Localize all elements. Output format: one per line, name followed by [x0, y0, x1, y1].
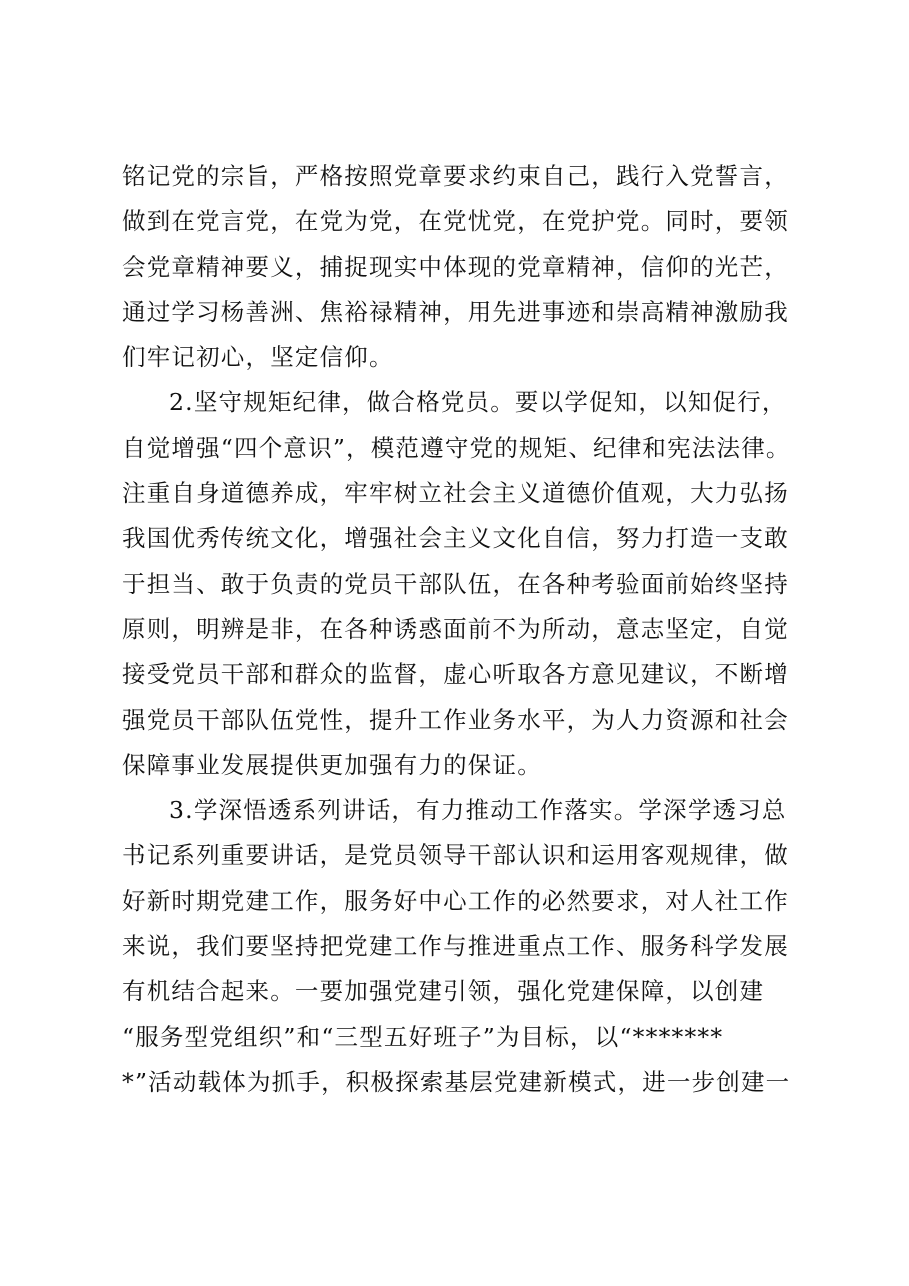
text-line: 们牢记初心，坚定信仰。 [122, 343, 394, 372]
text-line: 接受党员干部和群众的监督，虚心听取各方意见建议，不断增 [122, 660, 789, 689]
text-line: 注重自身道德养成，牢牢树立社会主义道德价值观，大力弘扬 [122, 479, 789, 508]
text-line: 有机结合起来。一要加强党建引领，强化党建保障，以创建 [122, 977, 765, 1006]
text-line: 铭记党的宗旨，严格按照党章要求约束自己，践行入党誓言， [122, 162, 789, 190]
text-line: 来说，我们要坚持把党建工作与推进重点工作、服务科学发展 [122, 932, 789, 961]
text-line: 做到在党言党，在党为党，在党忧党，在党护党。同时，要领 [122, 207, 789, 236]
text-line: “服务型党组织”和“三型五好班子”为目标，以“******* [122, 1022, 724, 1051]
text-line: 自觉增强“四个意识”，模范遵守党的规矩、纪律和宪法法律。 [122, 433, 791, 462]
text-line: 保障事业发展提供更加强有力的保证。 [122, 750, 542, 779]
text-line: 好新时期党建工作，服务好中心工作的必然要求，对人社工作 [122, 886, 789, 915]
text-line: 3.学深悟透系列讲话，有力推动工作落实。学深学透习总 [169, 796, 787, 825]
text-line: 2.坚守规矩纪律，做合格党员。要以学促知，以知促行， [169, 388, 787, 417]
text-line: 于担当、敢于负责的党员干部队伍，在各种考验面前始终坚持 [122, 569, 789, 598]
document-body [122, 154, 812, 1105]
text-line: 强党员干部队伍党性，提升工作业务水平，为人力资源和社会 [122, 705, 789, 734]
text-line: 原则，明辨是非，在各种诱惑面前不为所动，意志坚定，自觉 [122, 614, 789, 643]
text-line: 会党章精神要义，捕捉现实中体现的党章精神，信仰的光芒， [122, 252, 789, 281]
text-line: 我国优秀传统文化，增强社会主义文化自信，努力打造一支敢 [122, 524, 789, 553]
text-line: *”活动载体为抓手，积极探索基层党建新模式，进一步创建一 [122, 1067, 791, 1096]
text-line: 通过学习杨善洲、焦裕禄精神，用先进事迹和崇高精神激励我 [122, 297, 789, 326]
text-line: 书记系列重要讲话，是党员领导干部认识和运用客观规律，做 [122, 841, 789, 870]
